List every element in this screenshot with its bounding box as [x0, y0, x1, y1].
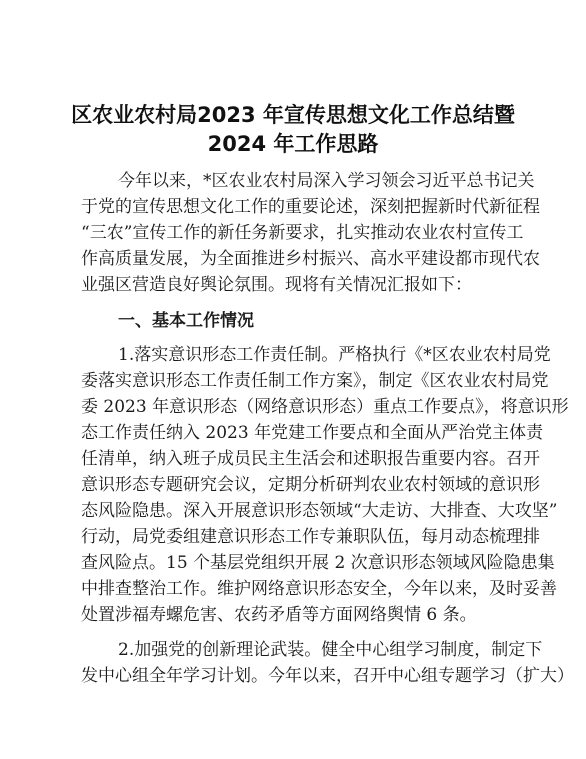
body-paragraph-line: 查风险点。15 个基层党组织开展 2 次意识形态领域风险隐患集 — [81, 553, 555, 573]
document-title-line-1: 区农业农村局2023 年宣传思想文化工作总结暨 — [71, 103, 515, 127]
body-paragraph-line: 发中心组全年学习计划。今年以来，召开中心组专题学习（扩大） — [81, 666, 574, 686]
body-paragraph-line: 1.落实意识形态工作责任制。严格执行《*区农业农村局党 — [118, 345, 551, 365]
body-paragraph-line: 委 2023 年意识形态（网络意识形态）重点工作要点》，将意识形 — [81, 397, 569, 417]
document-title-line-2: 2024 年工作思路 — [207, 132, 379, 156]
intro-paragraph-line: 作高质量发展，为全面推进乡村振兴、高水平建设都市现代农 — [81, 249, 540, 269]
intro-paragraph-line: 业强区营造良好舆论氛围。现将有关情况汇报如下： — [81, 275, 472, 295]
body-paragraph-line: 任清单，纳入班子成员民主生活会和述职报告重要内容。召开 — [81, 449, 540, 469]
body-paragraph-line: 意识形态专题研究会议，定期分析研判农业农村领域的意识形 — [81, 475, 540, 495]
intro-paragraph-line: “三农”宣传工作的新任务新要求，扎实推动农业农村宣传工 — [81, 223, 524, 243]
body-paragraph-line: 态风险隐患。深入开展意识形态领域“大走访、大排查、大攻坚” — [81, 501, 558, 521]
body-paragraph-line: 委落实意识形态工作责任制工作方案》，制定《区农业农村局党 — [81, 371, 549, 391]
intro-paragraph-line: 今年以来，*区农业农村局深入学习领会习近平总书记关 — [118, 171, 535, 191]
intro-paragraph-line: 于党的宣传思想文化工作的重要论述，深刻把握新时代新征程 — [81, 197, 540, 217]
body-paragraph-line: 处置涉福寿螺危害、农药矛盾等方面网络舆情 6 条。 — [81, 605, 477, 625]
section-heading: 一、基本工作情况 — [118, 311, 254, 331]
body-paragraph-line: 行动，局党委组建意识形态工作专兼职队伍，每月动态梳理排 — [81, 527, 540, 547]
body-paragraph-line: 2.加强党的创新理论武装。健全中心组学习制度，制定下 — [118, 640, 543, 660]
body-paragraph-line: 中排查整治工作。维护网络意识形态安全，今年以来，及时妥善 — [81, 579, 557, 599]
body-paragraph-line: 态工作责任纳入 2023 年党建工作要点和全面从严治党主体责 — [81, 423, 544, 443]
